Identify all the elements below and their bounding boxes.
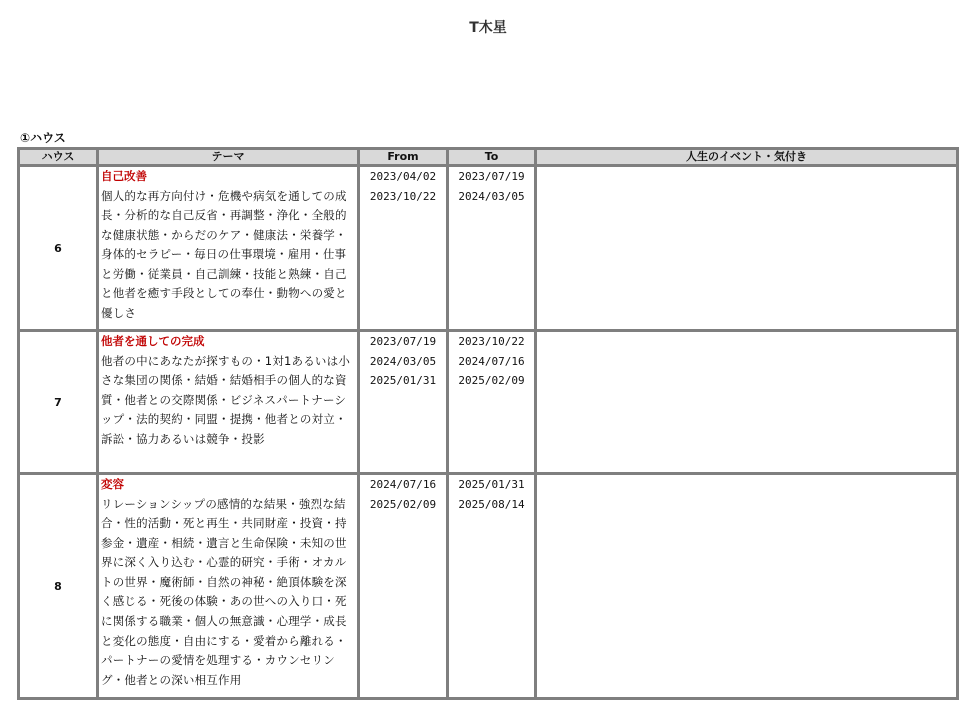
to-date: 2025/02/09 (458, 374, 525, 388)
header-row (19, 149, 958, 166)
from-dates (359, 166, 448, 331)
to-date: 2024/07/16 (458, 354, 525, 368)
theme-cell (98, 331, 359, 474)
from-date: 2024/07/16 (369, 478, 437, 491)
events-cell[interactable] (536, 474, 958, 699)
header-to: To (448, 149, 536, 166)
events-cell[interactable] (536, 166, 958, 331)
to-date: 2023/10/22 (458, 335, 525, 348)
house-number: 8 (19, 474, 98, 699)
from-date: 2024/03/05 (369, 354, 437, 368)
header-events: 人生のイベント・気付き (536, 149, 958, 166)
theme-cell (98, 474, 359, 699)
to-date: 2023/07/19 (458, 170, 525, 183)
table-row (19, 474, 958, 699)
events-cell[interactable] (536, 331, 958, 474)
house-number: 7 (19, 331, 98, 474)
to-date: 2025/08/14 (458, 497, 525, 511)
house-table (17, 147, 959, 700)
theme-title: 他者を通しての完成 (101, 334, 205, 348)
theme-description: 他者の中にあなたが探すもの・1対1あるいは小さな集団の関係・結婚・結婚相手の個人的な資質・他者との交際関係・ビジネスパートナーシップ・法的契約・同盟・提携・他者との対立・訴訟・協力あるいは競争・投影 (101, 353, 351, 446)
theme-cell (98, 166, 359, 331)
from-date: 2025/02/09 (369, 497, 437, 511)
header-from: From (359, 149, 448, 166)
to-dates (448, 474, 536, 699)
house-number: 6 (19, 166, 98, 331)
from-date: 2023/10/22 (369, 189, 437, 203)
theme-description: 個人的な再方向付け・危機や病気を通しての成長・分析的な自己反省・再調整・浄化・全般的な健康状態・からだのケア・健康法・栄養学・身体的セラピー・毎日の仕事環境・雇用・仕事と労働・従業員・自己訓練・技能と熟練・自己と他者を癒す手段としての奉仕・動物への愛と優しさ (101, 188, 347, 321)
section-label: ①ハウス (20, 131, 66, 145)
header-theme: テーマ (98, 149, 359, 166)
theme-description: リレーションシップの感情的な結果・強烈な結合・性的活動・死と再生・共同財産・投資・持参金・遺産・相続・遺言と生命保険・未知の世界に深く入り込む・心霊的研究・手術・オカルトの世界・魔術師・自然の神秘・絶頂体験を深く感じる・死後の体験・あの世への入り口・死に関係する職業・個人の無意識・心理学・成長と変化の態度・自由にする・愛着から離れる・パートナーの愛情を処理する・カウンセリング・他者との深い相互作用 (101, 496, 347, 687)
table-row (19, 331, 958, 474)
theme-title: 変容 (101, 477, 124, 491)
from-date: 2023/04/02 (369, 170, 437, 183)
from-date: 2023/07/19 (369, 335, 437, 348)
theme-title: 自己改善 (101, 169, 147, 183)
table-row (19, 166, 958, 331)
to-date: 2024/03/05 (458, 189, 525, 203)
page-title: T木星 (469, 20, 507, 36)
header-house: ハウス (19, 149, 98, 166)
from-date: 2025/01/31 (369, 374, 437, 388)
to-dates (448, 331, 536, 474)
to-dates (448, 166, 536, 331)
from-dates (359, 331, 448, 474)
to-date: 2025/01/31 (458, 478, 525, 491)
from-dates (359, 474, 448, 699)
